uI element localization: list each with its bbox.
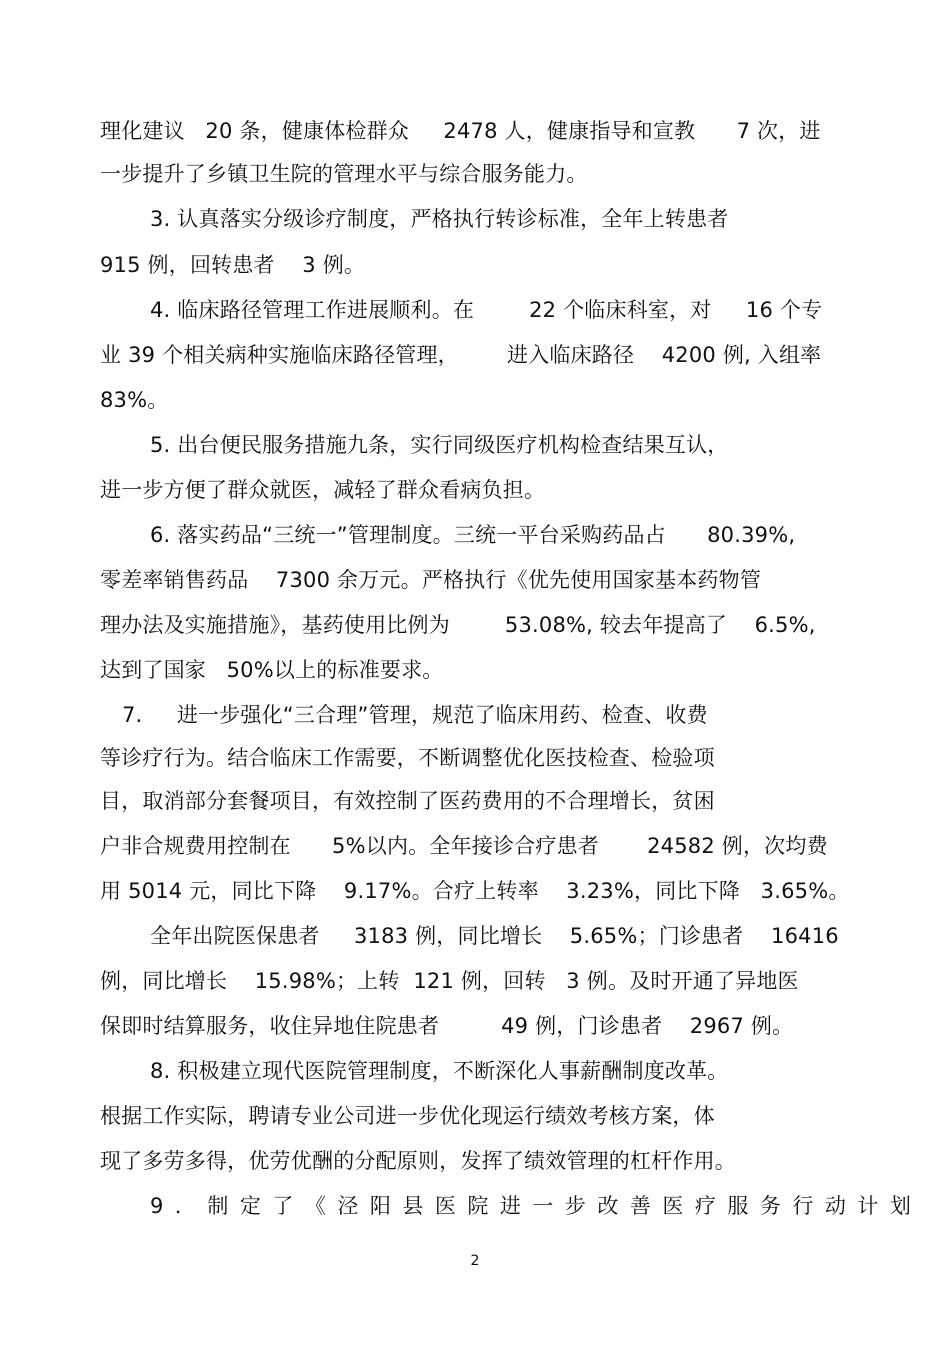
text-line: 理化建议 20 条，健康体检群众 2478 人，健康指导和宣教 7 次，进 bbox=[100, 119, 821, 143]
text-line: 6. 落实药品“三统一”管理制度。三统一平台采购药品占 80.39%, bbox=[150, 523, 796, 547]
text-line: 达到了国家 50%以上的标准要求。 bbox=[100, 658, 444, 682]
text-line: 用 5014 元，同比下降 9.17%。合疗上转率 3.23%，同比下降 3.65%。 bbox=[100, 879, 850, 903]
text-line: 理办法及实施措施》，基药使用比例为 53.08%, 较去年提高了 6.5%, bbox=[100, 613, 816, 637]
text-line: 5. 出台便民服务措施九条，实行同级医疗机构检查结果互认， bbox=[150, 433, 729, 457]
text-line: 一步提升了乡镇卫生院的管理水平与综合服务能力。 bbox=[100, 162, 588, 186]
text-line: 零差率销售药品 7300 余万元。严格执行《优先使用国家基本药物管 bbox=[100, 568, 762, 592]
text-line: 915 例，回转患者 3 例。 bbox=[100, 253, 366, 277]
text-line: 3. 认真落实分级诊疗制度，严格执行转诊标准，全年上转患者 bbox=[150, 207, 729, 231]
text-line: 根据工作实际，聘请专业公司进一步优化现运行绩效考核方案，体 bbox=[100, 1104, 715, 1128]
text-line: 户非合规费用控制在 5%以内。全年接诊合疗患者 24582 例，次均费 bbox=[100, 834, 828, 858]
text-line: 进一步方便了群众就医，减轻了群众看病负担。 bbox=[100, 478, 546, 502]
text-line: 8. 积极建立现代医院管理制度，不断深化人事薪酬制度改革。 bbox=[150, 1059, 729, 1083]
text-line: 等诊疗行为。结合临床工作需要，不断调整优化医技检查、检验项 bbox=[100, 746, 715, 770]
text-line: 保即时结算服务，收住异地住院患者 49 例，门诊患者 2967 例。 bbox=[100, 1014, 794, 1038]
text-line: 例，同比增长 15.98%；上转 121 例，回转 3 例。及时开通了异地医 bbox=[100, 969, 799, 993]
text-line: 业 39 个相关病种实施临床路径管理， 进入临床路径 4200 例, 入组率 bbox=[100, 343, 822, 367]
text-line: 全年出院医保患者 3183 例，同比增长 5.65%；门诊患者 16416 bbox=[150, 924, 839, 948]
page-number: 2 bbox=[470, 1253, 480, 1269]
text-line: 目，取消部分套餐项目，有效控制了医药费用的不合理增长，贫困 bbox=[100, 789, 715, 813]
text-line: 4. 临床路径管理工作进展顺利。在 22 个临床科室，对 16 个专 bbox=[150, 298, 823, 322]
text-line: 9．制定了《泾阳县医院进一步改善医疗服务行动计划 bbox=[150, 1194, 923, 1218]
text-line: 83%。 bbox=[100, 388, 169, 412]
text-line: 现了多劳多得，优劳优酬的分配原则，发挥了绩效管理的杠杆作用。 bbox=[100, 1149, 736, 1173]
text-line: 7. 进一步强化“三合理”管理，规范了临床用药、检查、收费 bbox=[122, 703, 708, 727]
